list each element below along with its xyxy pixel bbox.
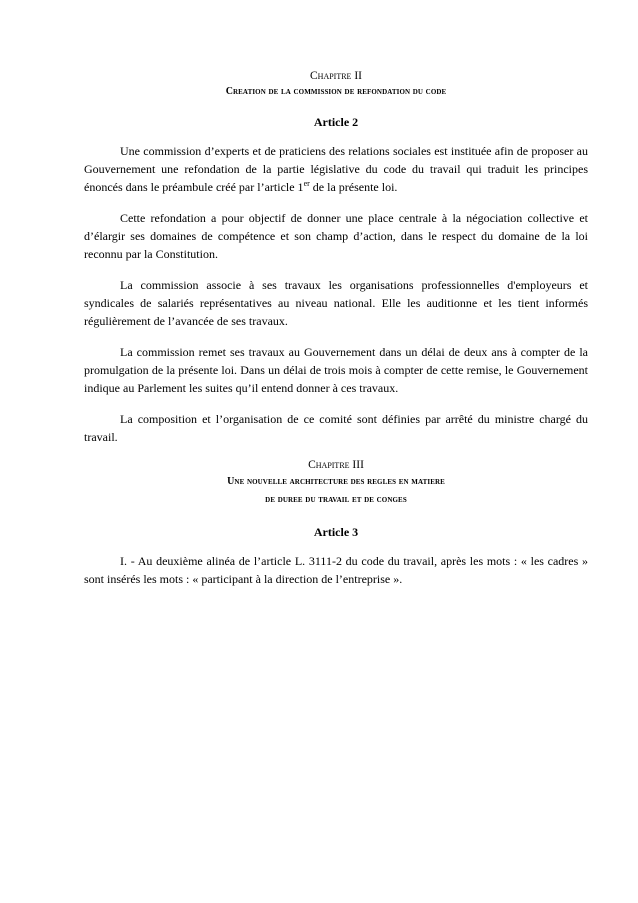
document-page bbox=[84, 68, 588, 588]
article-3-heading: Article 3 bbox=[313, 525, 359, 539]
article-2-paragraph-4: La commission remet ses travaux au Gouvernement dans un délai de deux ans à compter de la promulgation de la présente loi. Dans un délai de trois mois à compter de cette remise, le Gouvernement indique au Parlement les suites qu’il entend donner à ces travaux. bbox=[84, 345, 588, 395]
article-2-paragraph-5: La composition et l’organisation de ce comité sont définies par arrêté du ministre chargé du travail. bbox=[84, 412, 588, 444]
ordinal-superscript: er bbox=[303, 179, 310, 188]
article-2-paragraph-2: Cette refondation a pour objectif de donner une place centrale à la négociation collective et d’élargir ses domaines de compétence et son champ d’action, dans le respect du domaine de la loi reconnu par la Constitution. bbox=[84, 211, 588, 261]
article-2-heading: Article 2 bbox=[313, 115, 359, 129]
article-3-paragraph-1: I. - Au deuxième alinéa de l’article L. 3111-2 du code du travail, après les mots : « les cadres » sont insérés les mots : « participant à la direction de l’entreprise ». bbox=[84, 554, 588, 586]
article-2-paragraph-3: La commission associe à ses travaux les organisations professionnelles d'employeurs et syndicales de salariés représentatives au niveau national. Elle les auditionne et les tient informés régulièrement de l’avancée de ses travaux. bbox=[84, 278, 588, 328]
chapter-3-title-line-2: de duree du travail et de conges bbox=[265, 494, 407, 505]
chapter-2-title: Creation de la commission de refondation du code bbox=[225, 86, 447, 97]
chapter-2-heading: Chapitre II bbox=[310, 70, 362, 82]
chapter-3-title-line-1: Une nouvelle architecture des regles en matiere bbox=[227, 476, 445, 487]
chapter-3-heading: Chapitre III bbox=[308, 459, 364, 471]
article-2-paragraph-1 bbox=[84, 142, 588, 196]
article-2-paragraph-1-text: Une commission d’experts et de praticiens des relations sociales est instituée afin de proposer au Gouvernement une refondation de la partie législative du code du travail qui traduit les principes énoncés dans le préambule créé par l’article 1 bbox=[84, 144, 588, 194]
article-2-paragraph-1-end: de la présente loi. bbox=[309, 180, 398, 194]
